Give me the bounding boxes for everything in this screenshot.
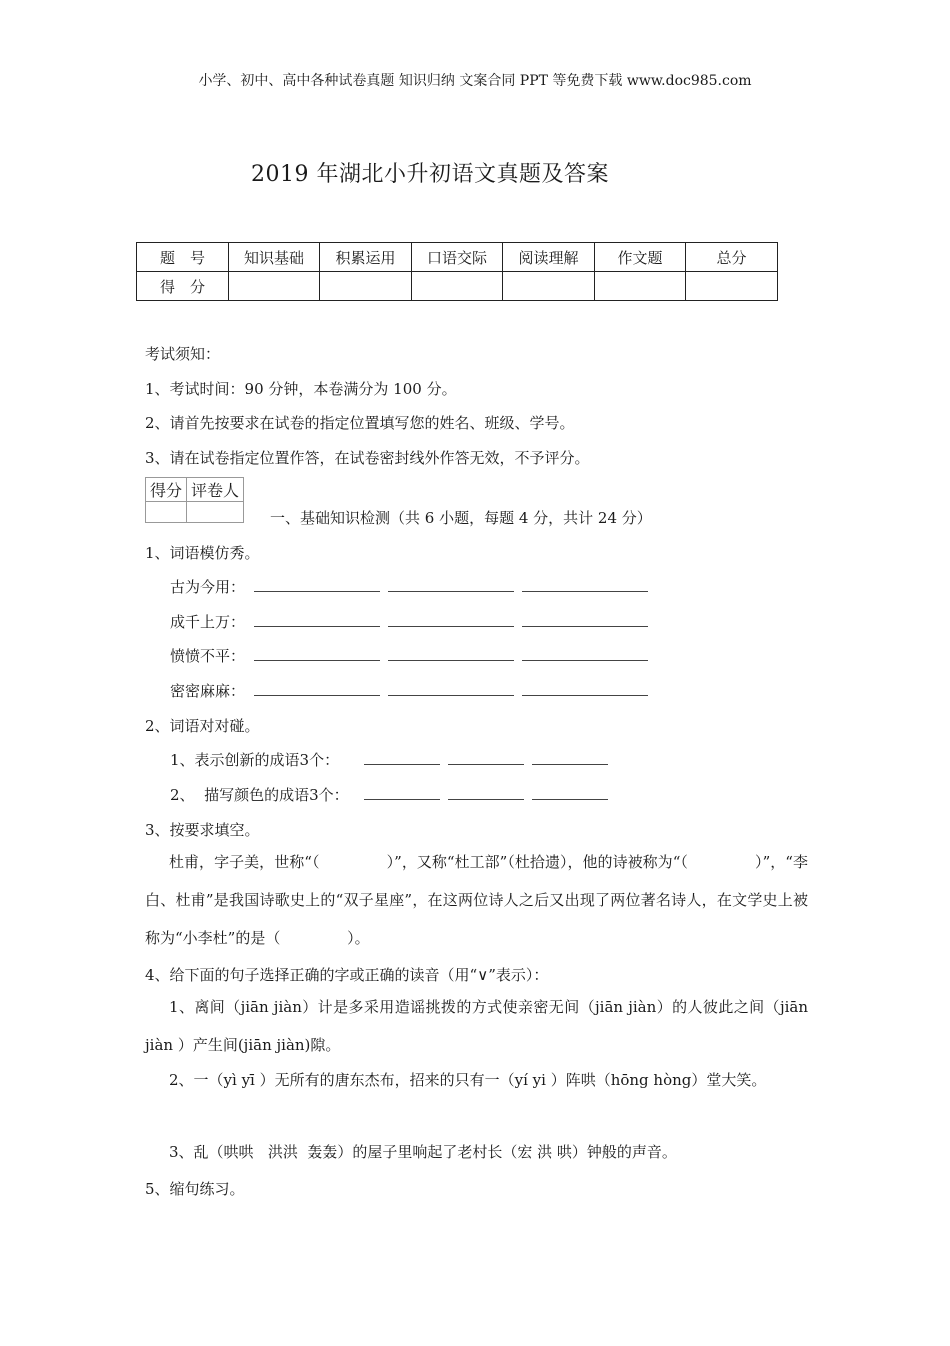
page-title: 2019 年湖北小升初语文真题及答案 <box>251 162 609 187</box>
answer-blank[interactable] <box>532 750 608 765</box>
question-title: 2、词语对对碰。 <box>145 717 260 735</box>
q2-item <box>170 749 616 770</box>
answer-blank[interactable] <box>522 681 648 696</box>
score-header-cell: 作文题 <box>595 243 686 272</box>
q1-item <box>170 680 656 701</box>
grader-score-label: 得分 <box>146 478 187 502</box>
q4-paragraph: 1、离间（jiān jiàn）计是多采用造谣挑拨的方式使亲密无间（jiān jiàn）的人彼此之间（jiān jiàn ）产生间(jiān jiàn)隙。 <box>145 998 808 1054</box>
answer-blank[interactable] <box>388 577 514 592</box>
answer-blank[interactable] <box>254 612 380 627</box>
score-table <box>136 242 778 301</box>
answer-blank[interactable] <box>388 612 514 627</box>
grader-box <box>145 477 244 523</box>
score-header-cell: 知识基础 <box>229 243 320 272</box>
answer-blank[interactable] <box>254 681 380 696</box>
score-header-cell: 积累运用 <box>320 243 412 272</box>
notice-heading: 考试须知： <box>145 345 221 363</box>
grader-name-cell[interactable] <box>187 502 244 523</box>
answer-blank[interactable] <box>532 785 608 800</box>
score-input-cell[interactable] <box>412 272 503 301</box>
q1-item <box>170 645 656 666</box>
score-table-header-row <box>137 243 778 272</box>
q3-paragraph: 杜甫，字子美，世称“（ ）”，又称“杜工部”（杜拾遗），他的诗被称为“（ ）”，“李白、杜甫”是我国诗歌史上的“双子星座”，在这两位诗人之后又出现了两位著名诗人，在文学史上被称为“小李杜”的是（ ）。 <box>145 853 808 947</box>
score-header-cell: 题 号 <box>137 243 229 272</box>
answer-blank[interactable] <box>364 750 440 765</box>
notice-item: 1、考试时间：90 分钟，本卷满分为 100 分。 <box>145 380 457 398</box>
q4-paragraph: 2、一（yì yī ）无所有的唐东杰布，招来的只有一（yí yi ）阵哄（hōng hòng）堂大笑。 <box>169 1071 767 1089</box>
answer-blank[interactable] <box>388 646 514 661</box>
question-title: 5、缩句练习。 <box>145 1180 245 1198</box>
grader-name-label: 评卷人 <box>187 478 244 502</box>
q1-item <box>170 611 656 632</box>
q1-item <box>170 576 656 597</box>
question-title: 3、按要求填空。 <box>145 821 260 839</box>
score-input-cell[interactable] <box>595 272 686 301</box>
question-title: 1、词语模仿秀。 <box>145 544 260 562</box>
section-title: 一、基础知识检测（共 6 小题，每题 4 分，共计 24 分） <box>270 509 652 527</box>
answer-blank[interactable] <box>388 681 514 696</box>
score-input-cell[interactable] <box>320 272 412 301</box>
score-row-label: 得 分 <box>137 272 229 301</box>
answer-blank[interactable] <box>522 577 648 592</box>
score-header-cell: 阅读理解 <box>503 243 595 272</box>
notice-item: 3、请在试卷指定位置作答，在试卷密封线外作答无效，不予评分。 <box>145 449 590 467</box>
page-header: 小学、初中、高中各种试卷真题 知识归纳 文案合同 PPT 等免费下载 www.doc985.com <box>198 73 752 89</box>
answer-blank[interactable] <box>522 612 648 627</box>
grader-score-cell[interactable] <box>146 502 187 523</box>
answer-blank[interactable] <box>522 646 648 661</box>
score-input-cell[interactable] <box>229 272 320 301</box>
q4-paragraph: 3、乱（哄哄 洪洪 轰轰）的屋子里响起了老村长（宏 洪 哄）钟般的声音。 <box>169 1143 677 1161</box>
score-header-cell: 总分 <box>686 243 778 272</box>
q1-item-label: 愤愤不平： <box>170 647 246 665</box>
score-table-score-row <box>137 272 778 301</box>
q1-item-label: 成千上万： <box>170 613 246 631</box>
score-input-cell[interactable] <box>686 272 778 301</box>
q1-item-label: 密密麻麻： <box>170 682 246 700</box>
answer-blank[interactable] <box>364 785 440 800</box>
q2-item-label: 2、 描写颜色的成语3个： <box>170 786 349 804</box>
q2-item-label: 1、表示创新的成语3个： <box>170 751 340 769</box>
notice-item: 2、请首先按要求在试卷的指定位置填写您的姓名、班级、学号。 <box>145 414 575 432</box>
answer-blank[interactable] <box>254 646 380 661</box>
score-header-cell: 口语交际 <box>412 243 503 272</box>
answer-blank[interactable] <box>448 785 524 800</box>
q2-item <box>170 784 616 805</box>
answer-blank[interactable] <box>254 577 380 592</box>
score-input-cell[interactable] <box>503 272 595 301</box>
question-title: 4、给下面的句子选择正确的字或正确的读音（用“∨”表示）： <box>145 966 549 984</box>
answer-blank[interactable] <box>448 750 524 765</box>
q1-item-label: 古为今用： <box>170 578 246 596</box>
